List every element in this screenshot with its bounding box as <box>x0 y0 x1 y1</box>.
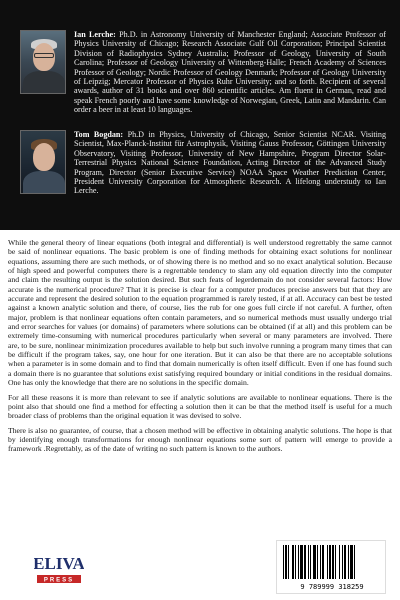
author-photo-bogdan <box>20 130 66 194</box>
author-name-lerche: Ian Lerche: <box>74 30 116 39</box>
publisher-logo-text: ELIVA <box>34 554 84 573</box>
author-name-bogdan: Tom Bogdan: <box>74 130 124 139</box>
isbn-barcode <box>276 540 386 594</box>
description-paragraph-3: There is also no guarantee, of course, that a chosen method will be effective in obtaining analytic solutions. The hope is that by identifying enough transformations for enough nonlinear equations some sort of pattern will emerge to provide a framework .Regrettably, as of the date of writing no such pattern is known to the authors. <box>8 425 392 454</box>
description-paragraph-1: While the general theory of linear equations (both integral and differential) is well understood regrettably the same cannot be said of nonlinear equations. The basic problem is one of finding methods for obtaining exact solutions for nonlinear equations, assuming there are such methods, or of showing there is no method and so no exact analytical solution. Because of high speed and powerful computers there is a regrettable tendency to slam any old equation directly into the computer and claim the resulting output is the solution desired. But such feats of legerdemain do not consider several factors: How accurate is the numerical procedure? That it is precise is clear for a computer produces precise answers but that they are accurate and represent the desired solution to the equation programmed is rarely tested, if at all. Accuracy can best be tested against a known analytic solution and there, of course, lies the rub for one goes full circle if not careful. A further, often major, problem is that nonlinear equations often contain parameters, and so numerical methods must usually undergo trial and error searches for values (or domains) of parameters where solutions can be obtained (if at all) and this problem can be extremely time-consuming with numerical procedures particularly when several or many parameters are involved. There are, to be sure, nonlinear minimization procedures available to help but such involve running a program many times that can be difficult if the program takes, say, one hour for one iteration. But it can also be that there are no acceptable solutions when a parameter is in some domain and to find that domain numerically is often itself difficult. Even if one has found such a domain there is no guarantee that solutions exist satisfying required boundary or initial conditions in the residual domains. One has only the knowledge that there are no solutions in the specific domain. <box>8 238 392 388</box>
author-bio-text-bogdan: Ph.D in Physics, University of Chicago, Senior Scientist NCAR. Visiting Scientist, Max-Planck-Institut für Astrophysik, Visiting Gauss Professor, Göttingen University Observatory, Visiting Professor, University of New Hampshire, Program Director Solar-Terrestrial Physics National Science Foundation, Acting Director of the Advanced Study Program, Director (Senior Executive Service) NOAA Space Weather Prediction Center, President University Corporation for Atmospheric Research. A lifelong understudy to Ian Lerche. <box>74 130 386 196</box>
description-panel <box>0 230 400 600</box>
author-block-bogdan <box>20 130 386 196</box>
description-paragraph-2: For all these reasons it is more than relevant to see if analytic solutions are available to nonlinear equations. There is the point also that should one find a method for effecting a solution then it can be that the method itself is useful for a much broader class of problems than the original equation it was devised to solve. <box>8 392 392 421</box>
author-block-lerche <box>20 30 386 115</box>
author-bio-lerche <box>74 30 386 115</box>
author-photo-lerche <box>20 30 66 94</box>
author-bio-bogdan <box>74 130 386 196</box>
publisher-logo-subtext: PRESS <box>43 577 75 584</box>
author-bio-text-lerche: Ph.D. in Astronomy University of Manchester England; Associate Professor of Physics University of Chicago; Research Associate Gulf Oil Corporation; Principal Scientist Division of Radiophysics Sydney Australia; Professor of Geology, University of South Carolina; Professor of Geology University of Wittenberg-Halle; French Academy of Sciences Professor of Geology; Nordic Professor of Geology Denmark; Professor of Geology University of Leipzig; Mercator Professor of Physics Ruhr University; and so forth. Recipient of several awards, author of 31 books and over 860 scientific articles. Am fluent in German, read and speak French poorly and have some knowledge of Norwegian, Greek, Latin and Mandarin. Can order a beer in at least 10 languages. <box>74 30 386 115</box>
isbn-number: 9 789999 318259 <box>300 583 364 591</box>
footer <box>0 532 400 600</box>
publisher-logo <box>34 548 84 588</box>
